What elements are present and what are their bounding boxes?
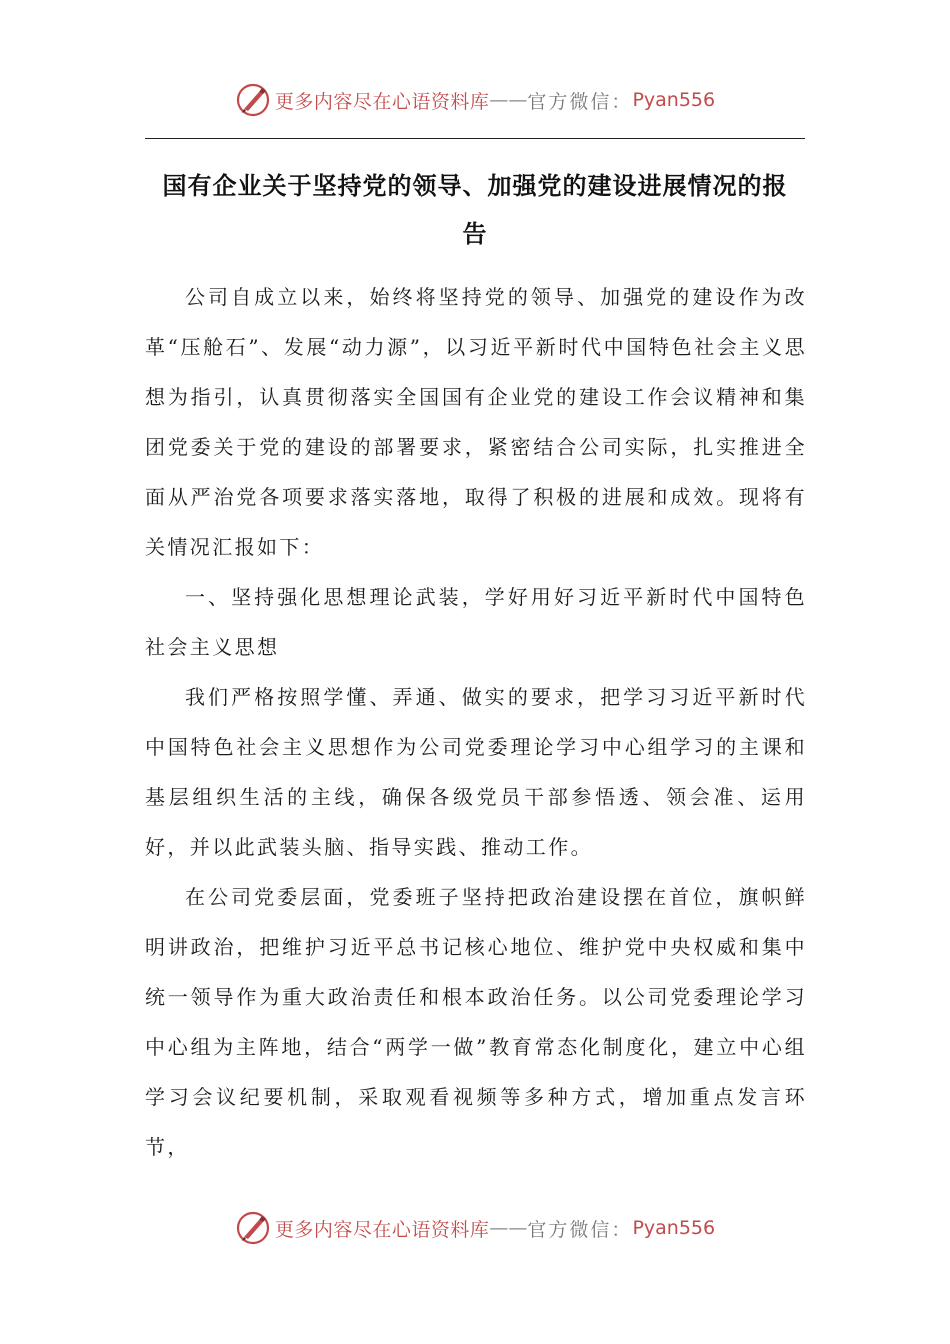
pen-logo-icon	[235, 82, 271, 118]
paragraph-study: 我们严格按照学懂、弄通、做实的要求，把学习习近平新时代中国特色社会主义思想作为公司党委理论学习中心组学习的主课和基层组织生活的主线，确保各级党员干部参悟透、领会准、运用好，并以此武装头脑、指导实践、推动工作。	[145, 685, 807, 859]
header-banner	[0, 82, 950, 118]
header-divider	[145, 138, 805, 139]
paragraph-intro: 公司自成立以来，始终将坚持党的领导、加强党的建设作为改革“压舱石”、发展“动力源”，以习近平新时代中国特色社会主义思想为指引，认真贯彻落实全国国有企业党的建设工作会议精神和集团党委关于党的建设的部署要求，紧密结合公司实际，扎实推进全面从严治党各项要求落实落地，取得了积极的进展和成效。现将有关情况汇报如下：	[145, 285, 807, 559]
banner-official-label: 官方微信：	[527, 1218, 633, 1241]
banner-site-name: 更多内容尽在心语资料库	[274, 1218, 490, 1241]
section-heading-1: 一、坚持强化思想理论武装，学好用好习近平新时代中国特色社会主义思想	[145, 585, 807, 659]
paragraph-party-committee: 在公司党委层面，党委班子坚持把政治建设摆在首位，旗帜鲜明讲政治，把维护习近平总书记核心地位、维护党中央权威和集中统一领导作为重大政治责任和根本政治任务。以公司党委理论学习中心组为主阵地，结合“两学一做”教育常态化制度化，建立中心组学习会议纪要机制，采取观看视频等多种方式，增加重点发言环节，	[145, 885, 807, 1159]
banner-separator: ——	[489, 1217, 528, 1239]
title-line-2: 告	[462, 220, 488, 248]
pen-logo-icon	[235, 1210, 271, 1246]
footer-banner	[0, 1210, 950, 1246]
banner-wechat-id: Pyan556	[632, 89, 716, 111]
title-line-1: 国有企业关于坚持党的领导、加强党的建设进展情况的报	[162, 172, 788, 200]
banner-wechat-id: Pyan556	[632, 1217, 716, 1239]
banner-separator: ——	[489, 89, 528, 111]
banner-official-label: 官方微信：	[527, 90, 633, 113]
banner-site-name: 更多内容尽在心语资料库	[274, 90, 490, 113]
document-title	[145, 162, 805, 258]
document-body	[145, 272, 807, 1172]
